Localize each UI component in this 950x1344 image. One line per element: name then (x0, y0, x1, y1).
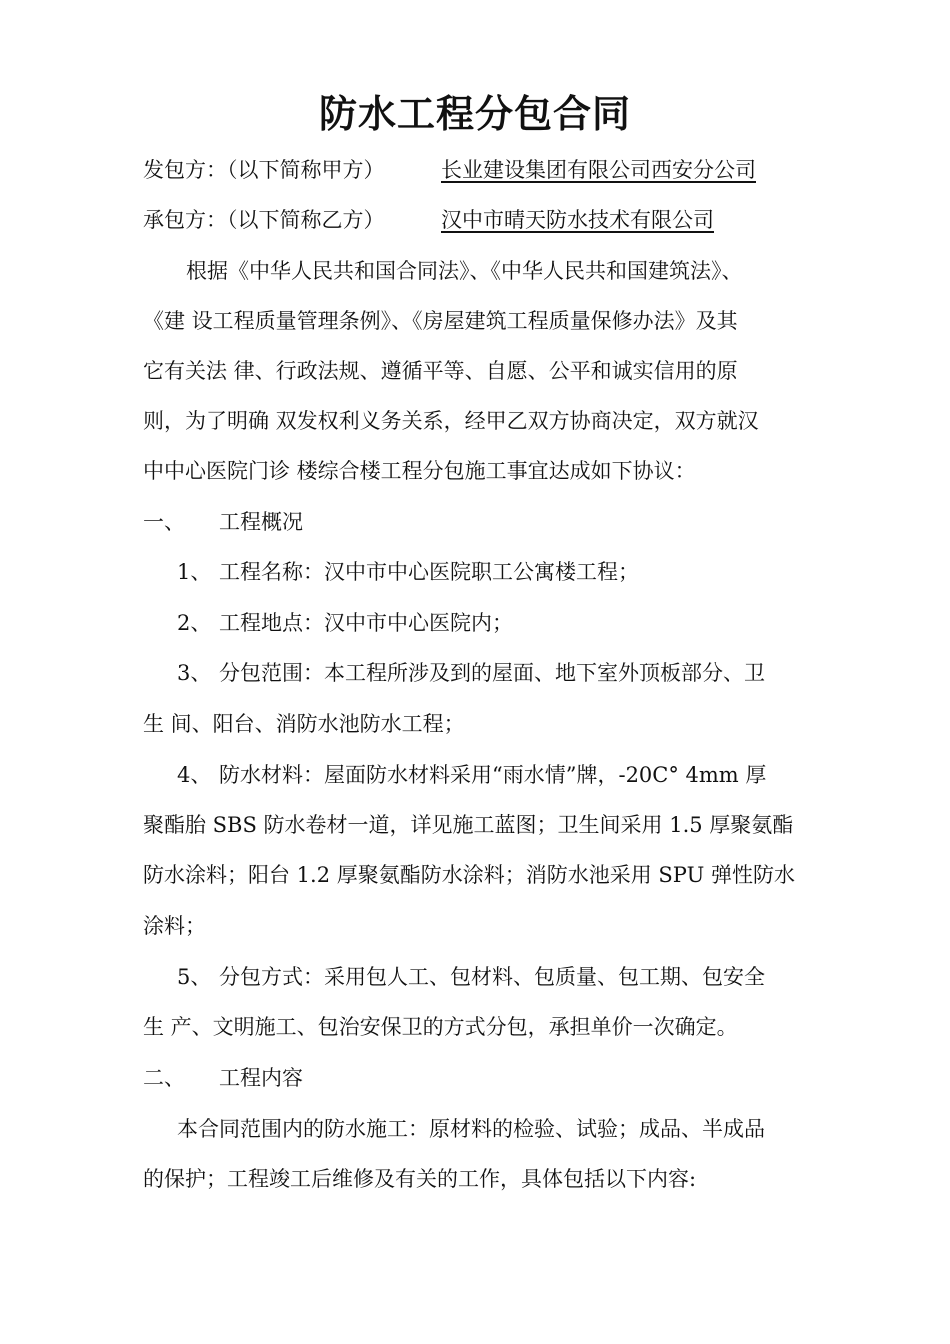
item-continuation: 生 产、文明施工、包治安保卫的方式分包，承担单价一次确定。 (143, 1015, 738, 1039)
item-number: 5、 (177, 965, 212, 989)
preamble-line: 它有关法 律、行政法规、遵循平等、自愿、公平和诚实信用的原 (143, 359, 738, 383)
preamble-line: 则，为了明确 双发权利义务关系，经甲乙双方协商决定，双方就汉 (143, 409, 759, 433)
item-text: 防水材料：屋面防水材料采用“雨水情”牌，-20C° 4mm 厚 (219, 763, 767, 787)
preamble-line: 中中心医院门诊 楼综合楼工程分包施工事宜达成如下协议： (143, 459, 696, 483)
section-paragraph-line: 本合同范围内的防水施工：原材料的检验、试验；成品、半成品 (177, 1117, 765, 1141)
document-title: 防水工程分包合同 (318, 91, 631, 136)
list-item (177, 557, 857, 587)
subcontractor-value: 汉中市晴天防水技术有限公司 (441, 208, 714, 232)
section-heading (143, 1063, 823, 1093)
item-text: 分包范围：本工程所涉及到的屋面、地下室外顶板部分、卫 (219, 661, 765, 685)
section-paragraph-line: 的保护；工程竣工后维修及有关的工作，具体包括以下内容: (143, 1167, 697, 1191)
item-number: 2、 (177, 611, 212, 635)
item-number: 3、 (177, 661, 212, 685)
list-item (177, 608, 857, 638)
preamble-line: 根据《中华人民共和国合同法》、《中华人民共和国建筑法》、 (186, 259, 743, 283)
item-text: 工程地点：汉中市中心医院内； (219, 611, 513, 635)
list-item (177, 760, 857, 790)
item-continuation: 聚酯胎 SBS 防水卷材一道，详见施工蓝图；卫生间采用 1.5 厚聚氨酯 (143, 813, 794, 837)
item-text: 工程名称：汉中市中心医院职工公寓楼工程； (219, 560, 639, 584)
list-item (177, 658, 857, 688)
item-text: 分包方式：采用包人工、包材料、包质量、包工期、包安全 (219, 965, 765, 989)
item-continuation: 涂料； (143, 914, 206, 938)
contractor-value: 长业建设集团有限公司西安分公司 (441, 158, 756, 182)
list-item (177, 962, 857, 992)
item-number: 4、 (177, 763, 212, 787)
section-number: 二、 (143, 1066, 185, 1090)
section-heading (143, 507, 823, 537)
section-number: 一、 (143, 510, 185, 534)
section-title: 工程概况 (219, 510, 303, 534)
item-continuation: 生 间、阳台、消防水池防水工程； (143, 712, 465, 736)
subcontractor-label: 承包方：（以下简称乙方） (143, 208, 385, 232)
section-title: 工程内容 (219, 1066, 303, 1090)
subcontractor-line (143, 205, 823, 235)
item-continuation: 防水涂料；阳台 1.2 厚聚氨酯防水涂料；消防水池采用 SPU 弹性防水 (143, 863, 795, 887)
contractor-line (143, 155, 823, 185)
contractor-label: 发包方：（以下简称甲方） (143, 158, 385, 182)
preamble-line: 《建 设工程质量管理条例》、《房屋建筑工程质量保修办法》及其 (143, 309, 738, 333)
item-number: 1、 (177, 560, 212, 584)
